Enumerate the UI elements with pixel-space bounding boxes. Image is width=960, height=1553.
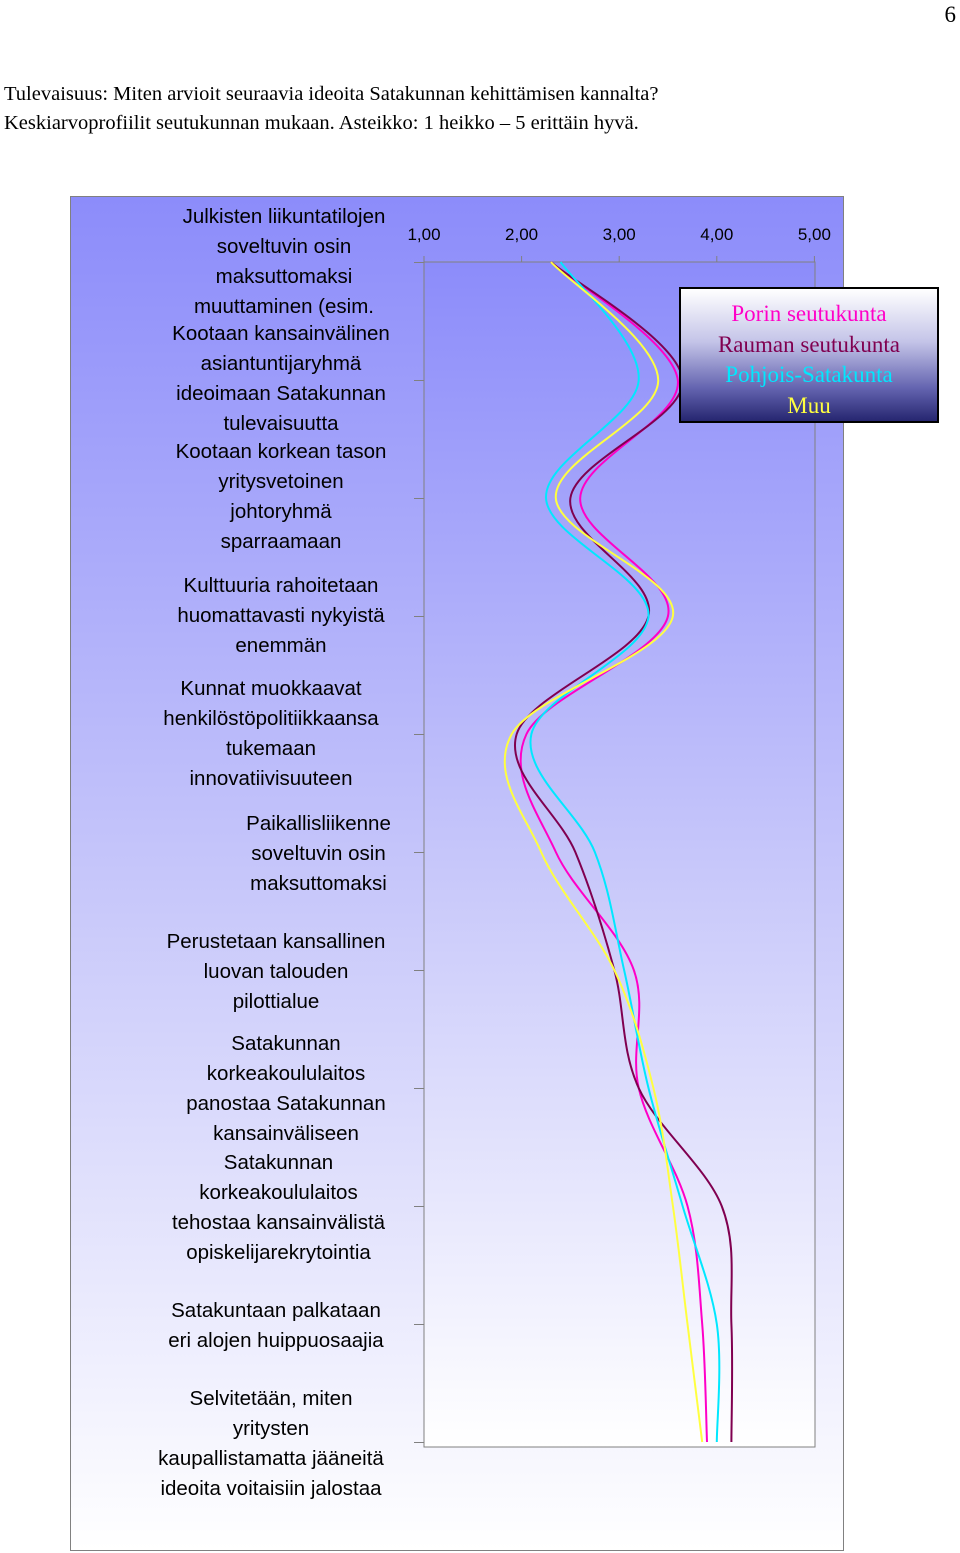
category-label-5: Kunnat muokkaavat henkilöstöpolitiikkaansa tukemaan innovatiivisuuteen [163,677,379,790]
value-tick-label-5: 5,00 [797,225,831,244]
value-tick-label-4: 4,00 [700,225,734,244]
page-heading [4,80,659,138]
category-label-2: Kootaan kansainvälinen asiantuntijaryhmä ideoimaan Satakunnan tulevaisuutta [172,322,390,435]
category-label-1: Julkisten liikuntatilojen soveltuvin osin maksuttomaksi muuttaminen (esim. [182,205,386,318]
category-label-4: Kulttuuria rahoitetaan huomattavasti nykyistä enemmän [177,574,385,657]
category-label-6: Paikallisliikenne soveltuvin osin maksuttomaksi [246,812,391,895]
category-label-9: Satakunnan korkeakoululaitos tehostaa kansainvälistä opiskelijarekrytointia [171,1151,386,1264]
category-label-10: Satakuntaan palkataan eri alojen huippuosaajia [168,1299,384,1352]
value-tick-label-2: 2,00 [505,225,539,244]
heading-line-2: Keskiarvoprofiilit seutukunnan mukaan. Asteikko: 1 heikko – 5 erittäin hyvä. [4,112,639,134]
value-tick-label-1: 1,00 [407,225,441,244]
category-label-11: Selvitetään, miten yritysten kaupallistamatta jääneitä ideoita voitaisiin jalostaa [158,1387,384,1500]
plot-area [424,262,815,1447]
chart-legend [679,287,939,423]
category-label-7: Perustetaan kansallinen luovan talouden pilottialue [166,930,386,1013]
legend-entry-rauman: Rauman seutukunta [717,331,901,357]
legend-entry-muu: Muu [787,392,831,418]
legend-entry-porin: Porin seutukunta [731,301,887,326]
legend-entry-pohjois-satakunta: Pohjois-Satakunta [725,362,893,387]
category-label-3: Kootaan korkean tason yritysvetoinen johtoryhmä sparraamaan [175,440,387,553]
heading-line-1: Tulevaisuus: Miten arvioit seuraavia ideoita Satakunnan kehittämisen kannalta? [4,83,659,105]
category-label-8: Satakunnan korkeakoululaitos panostaa Satakunnan kansainväliseen [186,1032,386,1145]
value-tick-label-3: 3,00 [602,225,636,244]
page-number: 6 [944,2,956,27]
